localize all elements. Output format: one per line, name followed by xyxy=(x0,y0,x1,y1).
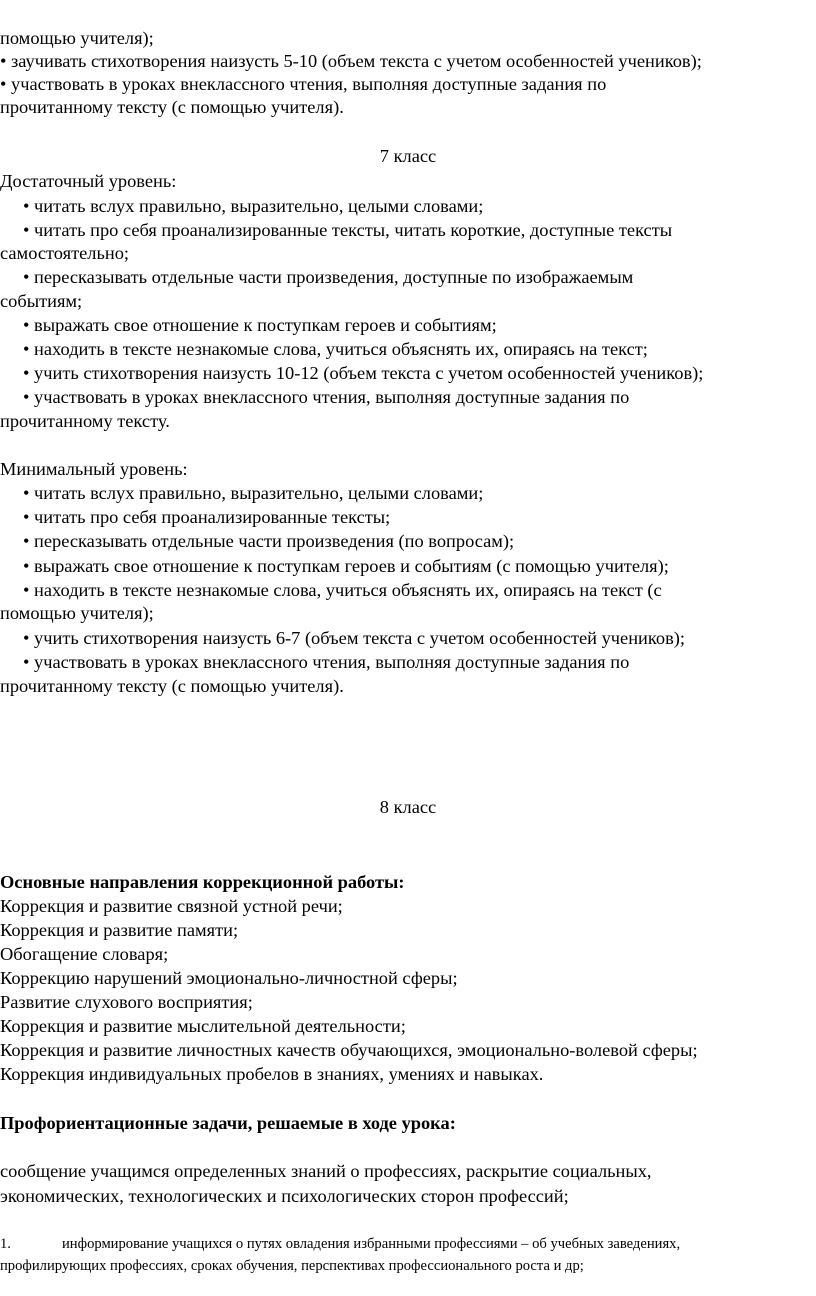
sufficient-level-line: • находить в тексте незнакомые слова, учиться объяснять их, опираясь на текст; xyxy=(23,339,648,359)
correction-item: Коррекция и развитие мыслительной деятельности; xyxy=(0,1016,406,1036)
correction-item: Коррекция и развитие связной устной речи; xyxy=(0,896,343,916)
numbered-item xyxy=(0,1234,680,1254)
minimal-level-line: • читать про себя проанализированные тексты; xyxy=(23,507,391,527)
sufficient-level-line: • выражать свое отношение к поступкам героев и событиям; xyxy=(23,315,497,335)
correction-item: Развитие слухового восприятия; xyxy=(0,992,253,1012)
numbered-item-text: информирование учащихся о путях овладения избранными профессиями – об учебных заведениях, xyxy=(62,1236,681,1252)
grade8-title: 8 класс xyxy=(379,797,437,817)
minimal-level-line: помощью учителя); xyxy=(0,603,154,623)
correction-item: Коррекция индивидуальных пробелов в знаниях, умениях и навыках. xyxy=(0,1064,544,1084)
correction-heading: Основные направления коррекционной работы: xyxy=(0,872,405,892)
correction-item: Коррекция и развитие личностных качеств обучающихся, эмоционально-волевой сферы; xyxy=(0,1040,698,1060)
correction-item: Обогащение словаря; xyxy=(0,944,169,964)
intro-line: • заучивать стихотворения наизусть 5-10 (объем текста с учетом особенностей учеников); xyxy=(0,51,702,71)
minimal-level-line: • пересказывать отдельные части произведения (по вопросам); xyxy=(23,531,515,551)
minimal-level-line: • читать вслух правильно, выразительно, целыми словами; xyxy=(23,483,484,503)
sufficient-level-line: прочитанному тексту. xyxy=(0,411,170,431)
minimal-level-line: • учить стихотворения наизусть 6-7 (объем текста с учетом особенностей учеников); xyxy=(23,628,685,648)
intro-line: прочитанному тексту (с помощью учителя). xyxy=(0,97,344,117)
intro-line: • участвовать в уроках внеклассного чтения, выполняя доступные задания по xyxy=(0,74,607,94)
sufficient-level-line: • читать вслух правильно, выразительно, целыми словами; xyxy=(23,196,484,216)
grade7-title: 7 класс xyxy=(379,146,437,166)
sufficient-level-line: • участвовать в уроках внеклассного чтения, выполняя доступные задания по xyxy=(23,387,630,407)
numbered-item-number: 1. xyxy=(0,1236,11,1252)
career-paragraph-line: экономических, технологических и психологических сторон профессий; xyxy=(0,1186,569,1206)
intro-line: помощью учителя); xyxy=(0,28,154,48)
sufficient-level-line: • читать про себя проанализированные тексты, читать короткие, доступные тексты xyxy=(23,220,673,240)
sufficient-level-heading: Достаточный уровень: xyxy=(0,171,177,191)
sufficient-level-line: • учить стихотворения наизусть 10-12 (объем текста с учетом особенностей учеников); xyxy=(23,363,704,383)
correction-item: Коррекцию нарушений эмоционально-личностной сферы; xyxy=(0,968,458,988)
correction-item: Коррекция и развитие памяти; xyxy=(0,920,239,940)
minimal-level-heading: Минимальный уровень: xyxy=(0,459,188,479)
career-paragraph-line: сообщение учащимся определенных знаний о профессиях, раскрытие социальных, xyxy=(0,1161,652,1181)
career-heading: Профориентационные задачи, решаемые в ходе урока: xyxy=(0,1113,456,1133)
minimal-level-line: • участвовать в уроках внеклассного чтения, выполняя доступные задания по xyxy=(23,652,630,672)
sufficient-level-line: самостоятельно; xyxy=(0,243,130,263)
minimal-level-line: прочитанному тексту (с помощью учителя). xyxy=(0,676,344,696)
sufficient-level-line: событиям; xyxy=(0,291,83,311)
sufficient-level-line: • пересказывать отдельные части произведения, доступные по изображаемым xyxy=(23,267,634,287)
numbered-item-continuation: профилирующих профессиях, сроках обучения, перспективах профессионального роста и др; xyxy=(0,1258,584,1274)
minimal-level-line: • находить в тексте незнакомые слова, учиться объяснять их, опираясь на текст (с xyxy=(23,580,662,600)
minimal-level-line: • выражать свое отношение к поступкам героев и событиям (с помощью учителя); xyxy=(23,556,669,576)
